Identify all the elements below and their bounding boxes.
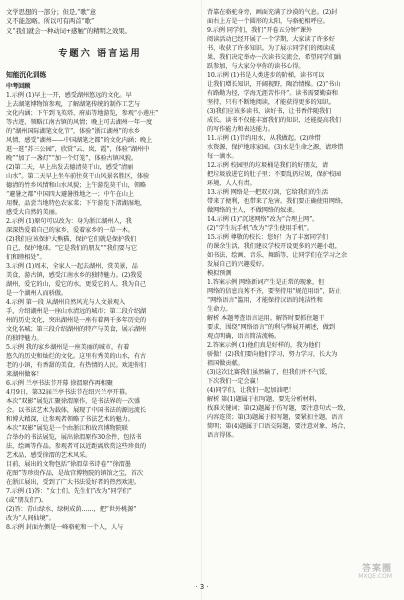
text-line: 1.示例 (1)早上一开，感受湖州悠远的文化。早: [6, 92, 132, 100]
text-line: 内容连贯；第(3)题属于拟写题，要紧扣主题，语言: [207, 414, 344, 421]
text-line: 祖国做贡献。: [207, 360, 244, 367]
text-line: 老的小镇，有香甜的美食，有热情的人民。欢迎你们: [6, 362, 147, 370]
text-line: (2)我们应该保护大熊猫，保护它们就是保护我们: [6, 236, 137, 244]
text-line: 4月9日，第32届兰亭书法节在绍兴兰亭开幕。: [6, 389, 131, 397]
text-line: 要求，围绕“网络语言”的利与弊展开阐述，做到: [207, 324, 335, 331]
text-line: (4)同学们，让我们一起加油吧！: [207, 387, 295, 394]
text-line: 感受大自然的美丽。: [6, 209, 61, 217]
text-line: 山水”。第二天早上坐车前往莫干山风景名胜区，体验: [6, 173, 150, 181]
text-line: 解析 本题考查语言运用。解答时要抓住题干: [207, 315, 325, 322]
text-line: 骄傲！(2)我们要向他们学习，努力学习，长大为: [207, 351, 338, 358]
text-line: 10.示例 (1)书是人类进步的阶梯，读书可以: [207, 72, 325, 79]
text-line: 找准关键词；第(2)题属于仿写题，要注意句式一致，: [207, 405, 350, 412]
text-line: 逛一逛“苏三公园”，欣赏“云、岚、霞”，体验“湖州中: [6, 146, 150, 154]
text-line: (3)我们应该多读书，读好书，让书香伴随我们: [207, 108, 332, 115]
text-line: (或“朋友们”)。: [6, 497, 48, 505]
text-line: 下次我们一定会赢！: [207, 378, 262, 385]
text-line: 成长。读书不仅能丰富我们的知识，还能提高我们: [207, 117, 341, 124]
text-line: 来湖州做客！: [6, 371, 43, 379]
text-line: 8.示例 封面左侧是一峰骆驼和一个人，人与: [6, 524, 124, 532]
text-line: 的独特魅力。: [6, 335, 43, 343]
text-line: 坚持，只有不断地阅读，才能获得更多的知识。: [207, 99, 335, 106]
text-line: 本次“双影”展览是一个由浙江和故宫博物院联: [6, 425, 128, 433]
text-line: 用餐，品尝当地特色农家菜；下午游览下渚湖湿地，: [6, 200, 147, 208]
text-line: 本次“双影”展览汇聚徐渭原作，是书法界的一次盛: [6, 398, 140, 406]
text-line: 合举办的书法展览，展出徐渭原作30余件，包括书: [6, 434, 142, 442]
text-line: 有路勤为径，学海无涯苦作舟”。读书需要勤奋和: [207, 90, 338, 97]
chapter-title: 专题六 语言运用: [58, 48, 142, 60]
text-line: 花图”等珍贵作品，是故宫博物院的镇馆之宝，首次: [6, 470, 143, 478]
text-line: 7.示例 (1)答：“女士们、先生们”改为“同学们”: [6, 488, 132, 496]
watermark-logo: [338, 566, 392, 590]
text-line: 义不能忽略。所以可有两首“歌”: [6, 17, 95, 26]
text-line: 15.示例 尊敬的校长：您好！为了丰富同学们: [207, 234, 328, 241]
text-line: 会。以书法艺术为载体，展现了中国书法的源远流长: [6, 407, 147, 415]
text-line: 深深热爱着自己的家乡，爱着家乡的一草一木。: [6, 227, 134, 235]
text-line: 上去湖笔博物馆参观，了解湖笔传统的制作工艺与: [6, 101, 140, 109]
text-line: 在浙江展出，受到了广大书法爱好者的热烈欢迎。: [6, 479, 140, 487]
page-number: · 3 ·: [195, 583, 209, 591]
text-line: 5.示例 我的家乡湖州是一座美丽的城市，有着: [6, 344, 130, 352]
text-line: 做网络的主人，不做网络的奴隶。: [207, 207, 299, 214]
text-line: 2.示例 (1)原句可以改为：身为浙江湖州人，我: [6, 218, 132, 226]
watermark-text: 答案圈: [361, 564, 392, 574]
text-line: 美食，游古镇，感受江南水乡的独特魅力。(2)我爱: [6, 272, 143, 280]
text-line: 目前，展出的文物包括“徐渭草书诗卷”“徐渭墨: [6, 461, 131, 469]
text-line: 的“湖州国际湖笔文化节”，体验“浙江湖州”的水乡: [6, 128, 141, 136]
text-line: 的写作能力和表达能力。: [207, 126, 274, 133]
text-line: 悠久的历史和灿烂的文化。这里有秀美的山水，有古: [6, 353, 147, 361]
text-line: 湖州，爱它的山，爱它的水，更爱它的人。我为自己: [6, 281, 147, 289]
text-line: 生命力。: [207, 306, 232, 313]
text-line: 书，收获了许多知识。为了展示同学们的阅读成: [207, 45, 335, 52]
section-heading: 知能沉化训练: [6, 71, 47, 80]
text-line: 14.示例 (1)“沉迷网络”改为“合理上网”。: [207, 216, 319, 223]
text-line: 跃参加，与大家分享你的读书心得。: [207, 63, 305, 70]
right-body-text: [207, 8, 395, 440]
text-line: 如书法、绘画、音乐、舞蹈等，让同学们在学习之余: [207, 252, 348, 259]
watermark-url: MXQE.COM: [358, 573, 392, 580]
text-line: (2)答：青山绿水、绿树成荫……，把“世外桃源”: [6, 506, 137, 514]
text-line: 11.示例 (1)节约用水，从我做起。(2)珍惜: [207, 135, 321, 142]
left-body-text: [6, 91, 194, 532]
text-line: 艺术品，感受徐渭的艺术风采。: [6, 452, 92, 460]
text-line: 简明；第(4)题属于口语交际题，要注意对象、场合，: [207, 423, 350, 430]
text-line: 的课余生活，我们建议学校开设更多的兴趣小组，: [207, 243, 341, 250]
text-line: 3.示例 (1)周末，全家人一起去湖州，赏美景，品: [6, 263, 138, 271]
text-line: 果，我们决定举办一次读书交流会，希望同学们踊: [207, 54, 341, 61]
text-line: “避暑之都”中国四大避暑胜地之一；中午在山上: [6, 191, 134, 199]
text-line: 观点明确，语言简洁流畅。: [207, 333, 281, 340]
text-line: 法、绘画等作品。参观者可以近距离欣赏这些珍贵的: [6, 443, 147, 451]
text-line: 文化内涵；下午到飞英塔、府庙等地游览，参观“小莲庄”: [6, 110, 159, 118]
text-line: 自己，保护地球。“它是我们的朋友”“我们要与它: [6, 245, 137, 253]
text-line: 发展自己的兴趣爱好。: [207, 261, 268, 268]
page-fold-shadow: [201, 0, 202, 600]
text-line: 13.示例 网络是一把双刃剑，它给我们的生活: [207, 189, 328, 196]
text-line: 让我们增长知识，开阔视野，陶冶情操。(2)“书山: [207, 81, 341, 88]
text-line: 水资源，保护地球家园。(3)水是生命之源，请珍惜: [207, 144, 344, 151]
text-line: 州的历史文化，突出湖州是一座有着两千多年历史的: [6, 317, 147, 325]
text-line: 文学思想的一部分；但是,“歌”意: [6, 8, 97, 16]
right-column: [207, 8, 395, 440]
text-line: 义“我们就会一种动词+感触”的精明之效果。: [6, 26, 131, 35]
text-line: 每一滴水。: [207, 153, 238, 160]
text-line: (2)第二天，早上出发去德清莫干山，感受“清丽: [6, 164, 134, 172]
text-line: 网络的信息良莠不齐，要坚持用“规范用语”，防止: [207, 288, 341, 295]
subsection-heading: 中考回顾: [6, 83, 31, 91]
text-line: 环境，人人有责。: [207, 180, 256, 187]
text-line: 12.示例 校园里的垃圾桶是我们的好朋友，请: [207, 162, 328, 169]
text-line: 阅读活动已经开展了一个学期，大家读了许多好: [207, 36, 335, 43]
text-line: 语言得体。: [207, 432, 238, 439]
left-column: [6, 8, 194, 532]
text-line: 德清的竹乡风情和山水风貌；上午游览莫干山，领略: [6, 182, 147, 190]
text-line: 是一个湖州人而骄傲。: [6, 290, 67, 298]
text-line: “网络语言”滥用，才能保持汉语的纯洁性和: [207, 297, 323, 304]
text-line: 改为“人间仙境”。: [6, 515, 55, 523]
text-line: (2)“学生玩手机”改为“学生使用手机”。: [207, 225, 313, 232]
text-line: (3)这次比赛我们虽然输了，但我们并不气馁，: [207, 369, 332, 376]
intro-paragraph: [6, 8, 194, 36]
text-line: 晚”“加了一盏灯”“加一个灯笼”，体验古镇风貌。: [6, 155, 137, 163]
text-line: 和博大精深，让参观者领略了书法艺术的魅力。: [6, 416, 134, 424]
text-line: 2.答案示例 (1)他们真是好样的，我为他们: [207, 342, 321, 349]
text-line: 手，介绍湖州是一座山水清远的城市；第二段介绍湖: [6, 308, 147, 316]
text-line: 带来了便利，也带来了危害。我们要正确使用网络，: [207, 198, 348, 205]
text-line: 4.示例 第一段 从湖州自然风光与人文景观入: [6, 299, 126, 307]
text-line: 解析 第(1)题属于扣写题，要先分析材料，: [207, 396, 321, 403]
text-line: 6.示例 兰亭书法节开幕 徐渭原作再相聚: [6, 380, 113, 388]
text-line: 文化名城；第三段介绍湖州的特产与美食，展示湖州: [6, 326, 147, 334]
text-line: 背靠在骆驼身旁，画面充满了沙漠的气息。(2)封: [207, 9, 338, 16]
text-line: 面右上方是一个圆形的太阳，与骆驼相呼应。: [207, 18, 329, 25]
text-line: 模拟预测: [207, 270, 232, 277]
text-line: 风情，感受“湖州——中国湖笔之都”的文化内涵；晚上: [6, 137, 153, 145]
text-line: 等古迹，领略江南古镇的风情；晚上可去湖州一年一度: [6, 119, 153, 127]
text-line: 把垃圾放进它的肚子里；不要乱扔垃圾，保护校园: [207, 171, 341, 178]
text-line: 9.示例 同学们，我们“开卷五分钟”课外: [207, 27, 313, 34]
text-line: 1.答案示例 网络新词产生是正常的现象，但: [207, 279, 325, 286]
text-line: 们和睦相处”。: [6, 254, 46, 262]
